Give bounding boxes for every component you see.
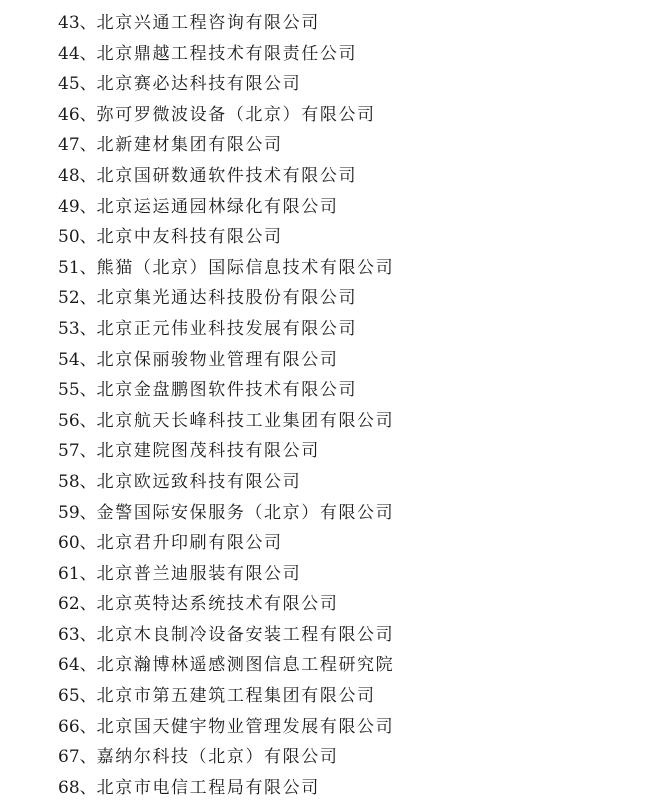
item-number: 51、 — [58, 257, 97, 278]
item-number: 46、 — [58, 104, 97, 125]
company-name: 北京正元伟业科技发展有限公司 — [96, 318, 358, 339]
item-number: 61、 — [58, 563, 97, 584]
list-item — [58, 773, 394, 804]
company-name: 北京瀚博林遥感测图信息工程研究院 — [96, 655, 395, 676]
company-name: 熊猫（北京）国际信息技术有限公司 — [96, 257, 395, 278]
item-number: 49、 — [58, 196, 97, 217]
item-number: 45、 — [58, 74, 97, 95]
item-number: 67、 — [58, 747, 97, 768]
list-item — [58, 712, 394, 743]
company-name: 北京市第五建筑工程集团有限公司 — [96, 686, 376, 707]
company-list — [58, 8, 394, 803]
company-name: 北京建院图茂科技有限公司 — [96, 441, 320, 462]
list-item — [58, 406, 394, 437]
company-name: 北京赛必达科技有限公司 — [96, 74, 302, 95]
item-number: 60、 — [58, 533, 97, 554]
item-number: 64、 — [58, 655, 97, 676]
company-name: 北京市电信工程局有限公司 — [96, 777, 320, 798]
item-number: 63、 — [58, 624, 97, 645]
list-item — [58, 161, 394, 192]
list-item — [58, 681, 394, 712]
list-item — [58, 742, 394, 773]
company-name: 北京集光通达科技股份有限公司 — [96, 288, 358, 309]
company-name: 北京木良制冷设备安装工程有限公司 — [96, 624, 395, 645]
company-name: 弥可罗微波设备（北京）有限公司 — [96, 104, 376, 125]
item-number: 50、 — [58, 227, 97, 248]
item-number: 62、 — [58, 594, 97, 615]
company-name: 北京金盘鹏图软件技术有限公司 — [96, 380, 358, 401]
company-name: 北京中友科技有限公司 — [96, 227, 283, 248]
item-number: 58、 — [58, 471, 97, 492]
item-number: 54、 — [58, 349, 97, 370]
list-item — [58, 314, 394, 345]
list-item — [58, 100, 394, 131]
company-name: 北京国天健宇物业管理发展有限公司 — [96, 716, 395, 737]
list-item — [58, 589, 394, 620]
company-name: 北新建材集团有限公司 — [96, 135, 283, 156]
list-item — [58, 283, 394, 314]
item-number: 55、 — [58, 380, 97, 401]
item-number: 48、 — [58, 165, 97, 186]
list-item — [58, 436, 394, 467]
company-name: 北京航天长峰科技工业集团有限公司 — [96, 410, 395, 431]
company-name: 北京保丽骏物业管理有限公司 — [96, 349, 339, 370]
item-number: 66、 — [58, 716, 97, 737]
company-name: 嘉纳尔科技（北京）有限公司 — [96, 747, 339, 768]
list-item — [58, 253, 394, 284]
item-number: 57、 — [58, 441, 97, 462]
list-item — [58, 375, 394, 406]
list-item — [58, 528, 394, 559]
company-name: 北京鼎越工程技术有限责任公司 — [96, 43, 358, 64]
item-number: 65、 — [58, 686, 97, 707]
company-name: 北京欧远致科技有限公司 — [96, 471, 302, 492]
company-name: 北京兴通工程咨询有限公司 — [96, 13, 320, 33]
item-number: 47、 — [58, 135, 97, 156]
list-item — [58, 650, 394, 681]
list-item — [58, 222, 394, 253]
list-item — [58, 130, 394, 161]
company-name: 北京普兰迪服装有限公司 — [96, 563, 302, 584]
company-name: 北京国研数通软件技术有限公司 — [96, 165, 358, 186]
list-item — [58, 8, 394, 39]
company-name: 北京运运通园林绿化有限公司 — [96, 196, 339, 217]
item-number: 44、 — [58, 43, 97, 64]
list-item — [58, 559, 394, 590]
list-item — [58, 39, 394, 70]
item-number: 53、 — [58, 318, 97, 339]
list-item — [58, 620, 394, 651]
item-number: 43、 — [58, 13, 97, 33]
company-name: 金警国际安保服务（北京）有限公司 — [96, 502, 395, 523]
list-item — [58, 467, 394, 498]
list-item — [58, 69, 394, 100]
item-number: 52、 — [58, 288, 97, 309]
list-item — [58, 498, 394, 529]
item-number: 68、 — [58, 777, 97, 798]
list-item — [58, 192, 394, 223]
list-item — [58, 345, 394, 376]
company-name: 北京英特达系统技术有限公司 — [96, 594, 339, 615]
item-number: 56、 — [58, 410, 97, 431]
company-name: 北京君升印刷有限公司 — [96, 533, 283, 554]
item-number: 59、 — [58, 502, 97, 523]
